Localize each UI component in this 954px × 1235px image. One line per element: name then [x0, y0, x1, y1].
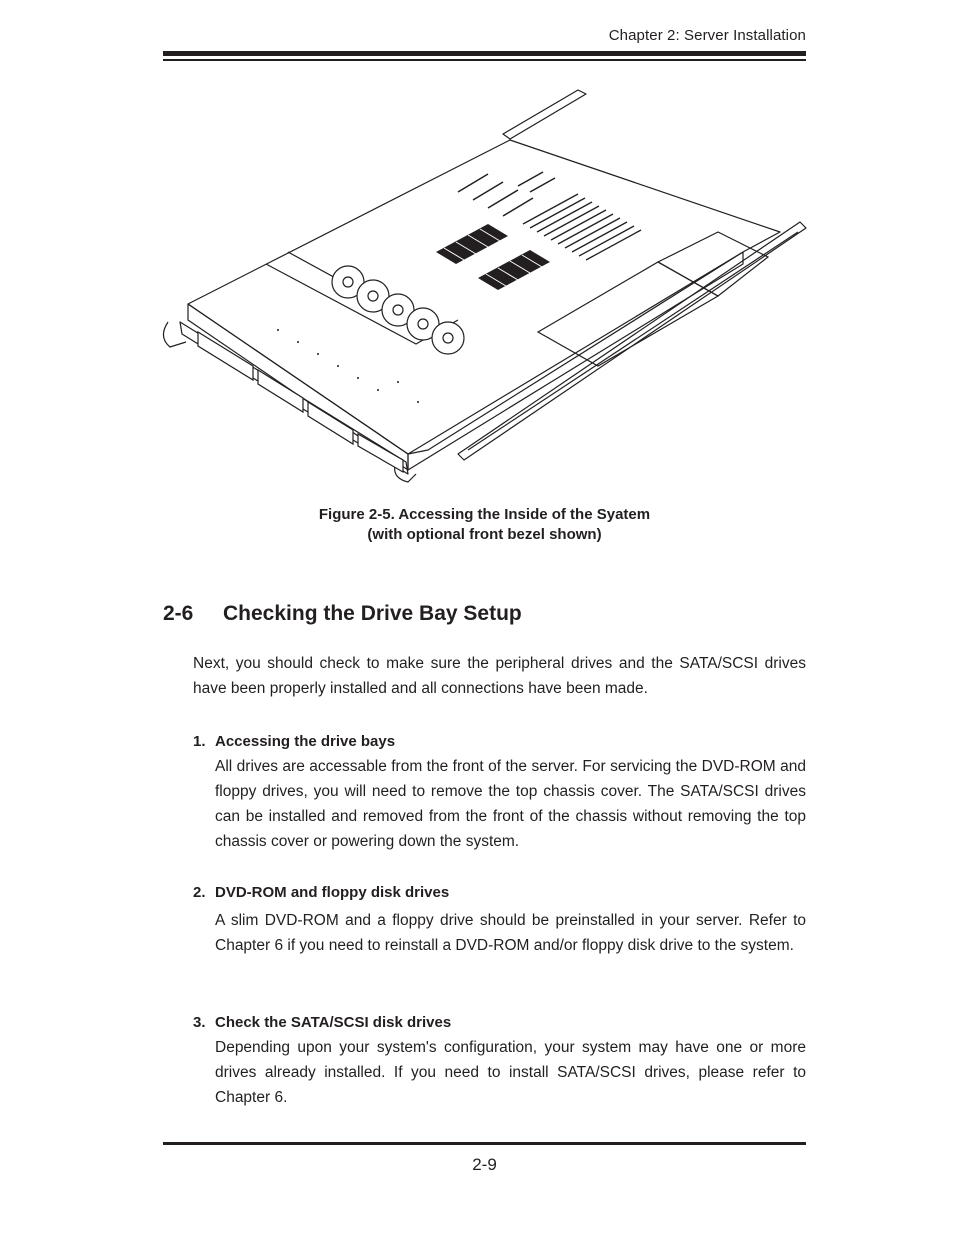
header-rule-thick: [163, 51, 806, 56]
footer-rule: [163, 1142, 806, 1145]
item-heading-2: [193, 883, 449, 903]
item-number-1: 1.: [193, 733, 206, 750]
item-body-3: Depending upon your system's configuration, your system may have one or more drives already installed. If you need to install SATA/SCSI drives, please refer to Chapter 6.: [215, 1039, 806, 1106]
server-chassis-illustration: [158, 82, 808, 492]
item-body-2: A slim DVD-ROM and a floppy drive should be preinstalled in your server. Refer to Chapter 6 if you need to reinstall a DVD-ROM and/or floppy disk drive to the system.: [215, 912, 806, 954]
item-title-3: Check the SATA/SCSI disk drives: [215, 1014, 452, 1031]
item-heading-1: [193, 732, 395, 752]
item-number-2: 2.: [193, 884, 206, 901]
intro-paragraph: Next, you should check to make sure the peripheral drives and the SATA/SCSI drives have been properly installed and all connections have been made.: [193, 655, 806, 697]
item-title-1: Accessing the drive bays: [215, 733, 396, 750]
figure-caption-line-2: (with optional front bezel shown): [367, 526, 602, 543]
item-title-2: DVD-ROM and floppy disk drives: [215, 884, 450, 901]
figure-caption: [163, 505, 806, 545]
item-heading-3: [193, 1013, 451, 1033]
header-rule-thin: [163, 59, 806, 61]
page-number: 2-9: [472, 1155, 497, 1174]
running-header: Chapter 2: Server Installation: [608, 27, 806, 44]
section-heading: [163, 600, 522, 628]
item-body-1: All drives are accessable from the front of the server. For servicing the DVD-ROM and floppy drives, you will need to remove the top chassis cover. The SATA/SCSI drives can be installed and removed from the front of the chassis without removing the top chassis cover or powering down the system.: [215, 758, 806, 850]
figure-caption-line-1: Figure 2-5. Accessing the Inside of the Syatem: [318, 506, 651, 523]
section-number: 2-6: [163, 602, 194, 625]
item-number-3: 3.: [193, 1014, 206, 1031]
section-title-text: Checking the Drive Bay Setup: [223, 602, 522, 625]
